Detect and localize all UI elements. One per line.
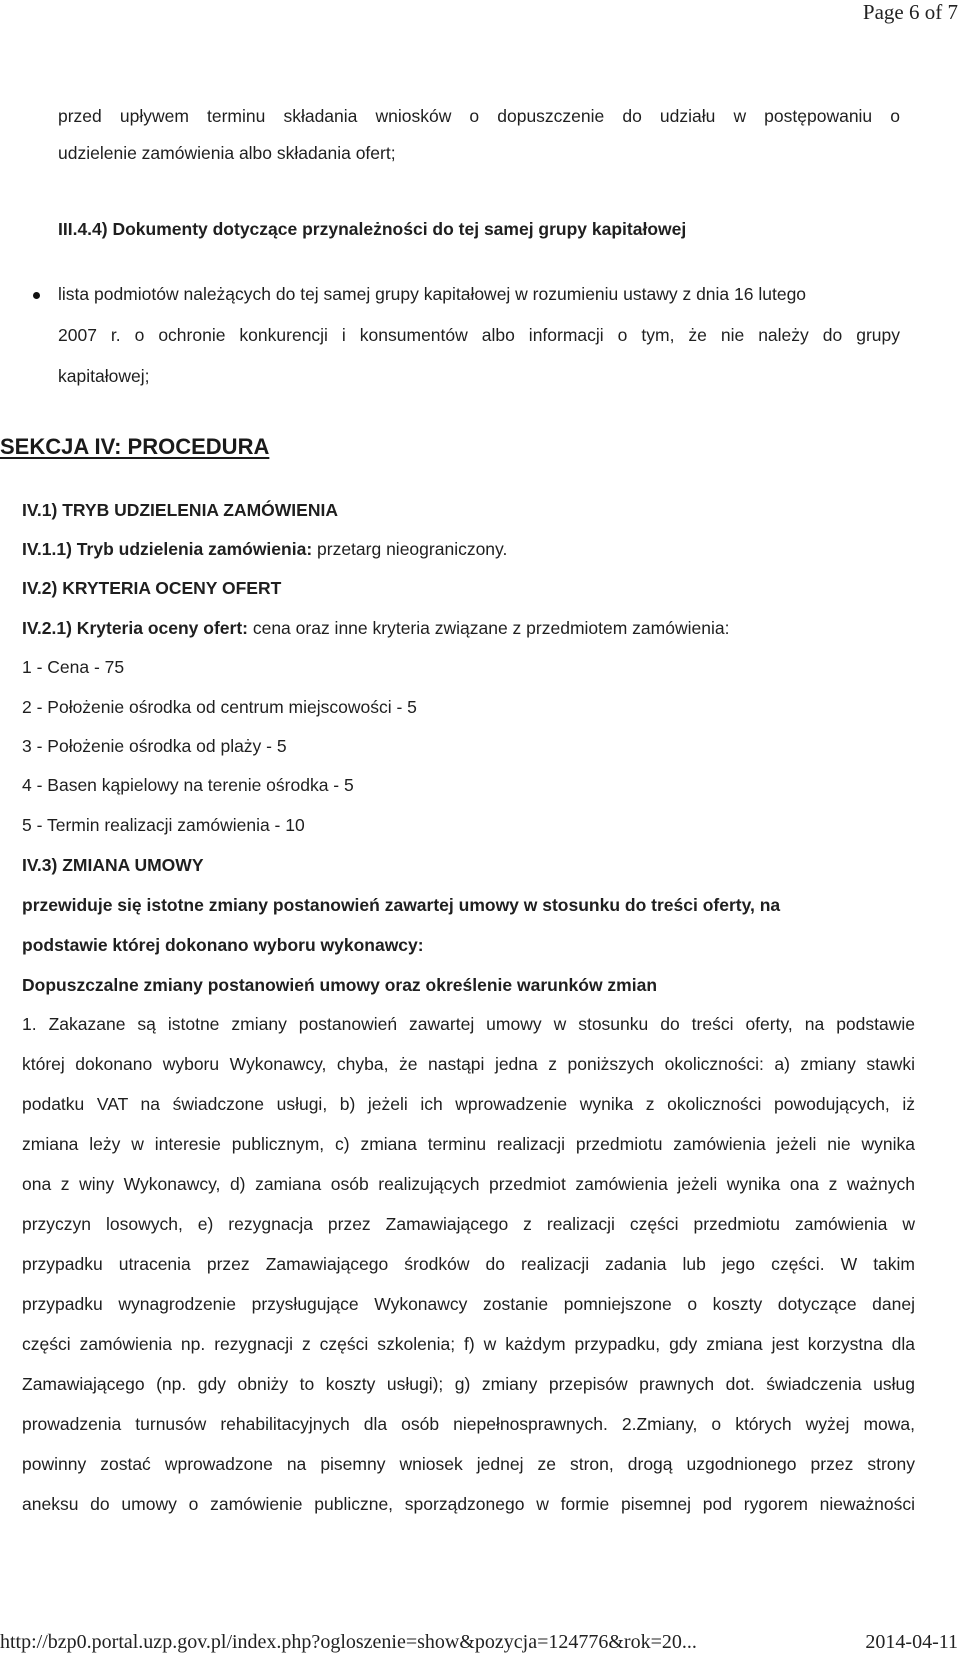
- bullet-icon: [33, 292, 40, 299]
- change-line-1: przewiduje się istotne zmiany postanowień zawartej umowy w stosunku do treści oferty, na: [22, 895, 781, 915]
- criterion-item: 2 - Położenie ośrodka od centrum miejscowości - 5: [22, 697, 417, 717]
- bullet-line-3: kapitałowej;: [58, 366, 150, 386]
- body-line: przypadku utracenia przez Zamawiającego środków do realizacji zadania lub jego części. W takim: [22, 1254, 915, 1274]
- body-line: której dokonano wyboru Wykonawcy, chyba, że nastąpi jedna z poniższych okoliczności: a) zmiany stawki: [22, 1054, 915, 1074]
- body-line: zmiana leży w interesie publicznym, c) zmiana terminu realizacji przedmiotu zamówienia jeżeli nie wynika: [22, 1134, 915, 1154]
- body-line: przyczyn losowych, e) rezygnacja przez Zamawiającego z realizacji części przedmiotu zamówienia w: [22, 1214, 915, 1234]
- body-line: powinny zostać wprowadzone na pisemny wniosek jednej ze stron, drogą uzgodnionego przez strony: [22, 1454, 915, 1474]
- iv11-row: [22, 539, 507, 560]
- allowed-changes-heading: Dopuszczalne zmiany postanowień umowy oraz określenie warunków zmian: [22, 975, 658, 995]
- body-line: aneksu do umowy o zamówienie publiczne, sporządzonego w formie pisemnej pod rygorem nieważności: [22, 1494, 915, 1514]
- body-line: 1. Zakazane są istotne zmiany postanowień zawartej umowy w stosunku do treści oferty, na podstawie: [22, 1014, 915, 1034]
- body-line: prowadzenia turnusów rehabilitacyjnych dla osób niepełnosprawnych. 2.Zmiany, o których wyżej mowa,: [22, 1414, 915, 1434]
- body-line: Zamawiającego (np. gdy obniży to koszty usługi); g) zmiany przepisów prawnych dot. świadczenia usług: [22, 1374, 915, 1394]
- body-line: podatku VAT na świadczone usługi, b) jeżeli ich wprowadzenie wynika z okoliczności powodujących, iż: [22, 1094, 915, 1114]
- iv3-heading: IV.3) ZMIANA UMOWY: [22, 855, 204, 875]
- criterion-item: 3 - Położenie ośrodka od plaży - 5: [22, 736, 287, 756]
- intro-line-2: udzielenie zamówienia albo składania ofert;: [58, 143, 396, 163]
- iv11-value: przetarg nieograniczony.: [312, 539, 508, 559]
- footer-url: http://bzp0.portal.uzp.gov.pl/index.php?ogloszenie=show&pozycja=124776&rok=20...: [0, 1631, 697, 1653]
- page-number: Page 6 of 7: [862, 0, 958, 24]
- criterion-item: 4 - Basen kąpielowy na terenie ośrodka - 5: [22, 775, 354, 795]
- criterion-item: 5 - Termin realizacji zamówienia - 10: [22, 815, 305, 835]
- section-3-4-4-heading: III.4.4) Dokumenty dotyczące przynależności do tej samej grupy kapitałowej: [58, 219, 687, 239]
- change-line-2: podstawie której dokonano wyboru wykonawcy:: [22, 935, 424, 955]
- iv11-label: IV.1.1) Tryb udzielenia zamówienia:: [22, 539, 313, 559]
- iv21-row: [22, 618, 729, 639]
- iv21-value: cena oraz inne kryteria związane z przedmiotem zamówienia:: [247, 618, 730, 638]
- body-line: przypadku wynagrodzenie przysługujące Wykonawcy zostanie pomniejszone o koszty dotyczące danej: [22, 1294, 915, 1314]
- section-4-title: SEKCJA IV: PROCEDURA: [0, 434, 270, 459]
- iv1-heading: IV.1) TRYB UDZIELENIA ZAMÓWIENIA: [22, 500, 338, 520]
- intro-line-1: przed upływem terminu składania wniosków o dopuszczenie do udziału w postępowaniu o: [58, 106, 900, 126]
- iv21-label: IV.2.1) Kryteria oceny ofert:: [22, 618, 248, 638]
- body-line: części zamówienia np. rezygnacji z części szkolenia; f) w każdym przypadku, gdy zmiana jest korzystna dla: [22, 1334, 915, 1354]
- iv2-heading: IV.2) KRYTERIA OCENY OFERT: [22, 578, 282, 598]
- bullet-line-2: 2007 r. o ochronie konkurencji i konsumentów albo informacji o tym, że nie należy do grupy: [58, 325, 900, 345]
- body-line: ona z winy Wykonawcy, d) zamiana osób realizujących przedmiot zamówienia jeżeli wynika ona z ważnych: [22, 1174, 915, 1194]
- bullet-line-1: lista podmiotów należących do tej samej grupy kapitałowej w rozumieniu ustawy z dnia 16 lutego: [58, 284, 807, 304]
- criterion-item: 1 - Cena - 75: [22, 657, 125, 677]
- footer-date: 2014-04-11: [865, 1631, 958, 1653]
